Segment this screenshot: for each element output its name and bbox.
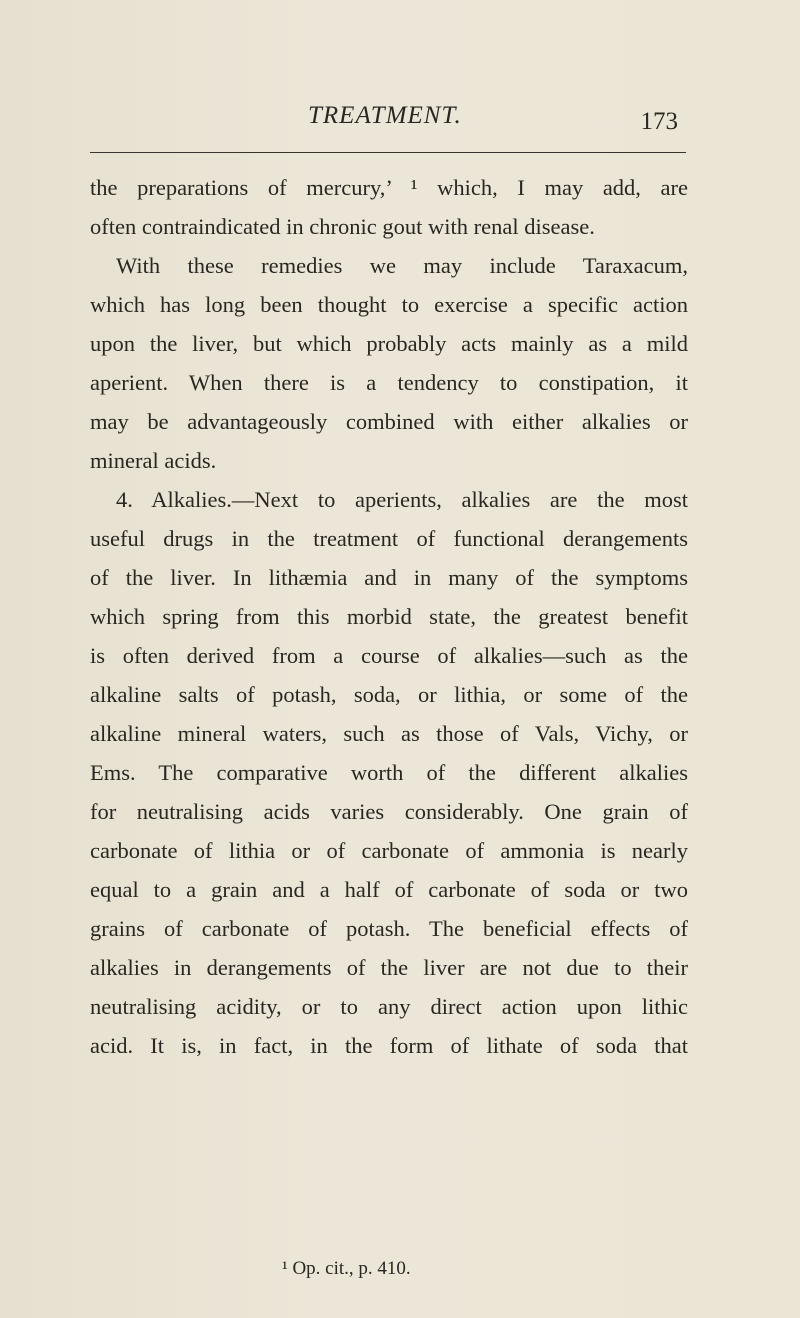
running-head [90, 94, 686, 154]
text-line: of the liver. In lithæmia and in many of the symptoms [90, 565, 688, 590]
text-line: alkalies in derangements of the liver are not due to their [90, 955, 688, 980]
text-line: neutralising acidity, or to any direct action upon lithic [90, 994, 688, 1019]
header-rule [90, 152, 686, 153]
text-line: alkaline salts of potash, soda, or lithia, or some of the [90, 682, 688, 707]
text-line: aperient. When there is a tendency to constipation, it [90, 370, 688, 395]
text-line: which has long been thought to exercise a specific action [90, 292, 688, 317]
text-line: for neutralising acids varies considerably. One grain of [90, 799, 688, 824]
text-line: upon the liver, but which probably acts mainly as a mild [90, 331, 688, 356]
text-line: mineral acids. [90, 448, 217, 473]
text-line: acid. It is, in fact, in the form of lithate of soda that [90, 1033, 688, 1058]
running-title: TREATMENT. [308, 102, 462, 129]
text-line: carbonate of lithia or of carbonate of ammonia is nearly [90, 838, 688, 863]
body-text [90, 168, 688, 1065]
text-line: 4. Alkalies.—Next to aperients, alkalies are the most [116, 487, 688, 512]
text-line: may be advantageously combined with either alkalies or [90, 409, 688, 434]
text-line: useful drugs in the treatment of functional derangements [90, 526, 688, 551]
text-line: which spring from this morbid state, the greatest benefit [90, 604, 688, 629]
page-number: 173 [640, 108, 678, 135]
text-line: alkaline mineral waters, such as those of Vals, Vichy, or [90, 721, 688, 746]
text-line: the preparations of mercury,’ ¹ which, I may add, are [90, 175, 688, 200]
text-line: grains of carbonate of potash. The beneficial effects of [90, 916, 688, 941]
text-line: With these remedies we may include Taraxacum, [116, 253, 688, 278]
footnote: ¹ Op. cit., p. 410. [282, 1258, 411, 1279]
text-line: is often derived from a course of alkalies—such as the [90, 643, 688, 668]
text-line: Ems. The comparative worth of the different alkalies [90, 760, 688, 785]
text-line: often contraindicated in chronic gout with renal disease. [90, 214, 595, 239]
text-line: equal to a grain and a half of carbonate of soda or two [90, 877, 688, 902]
